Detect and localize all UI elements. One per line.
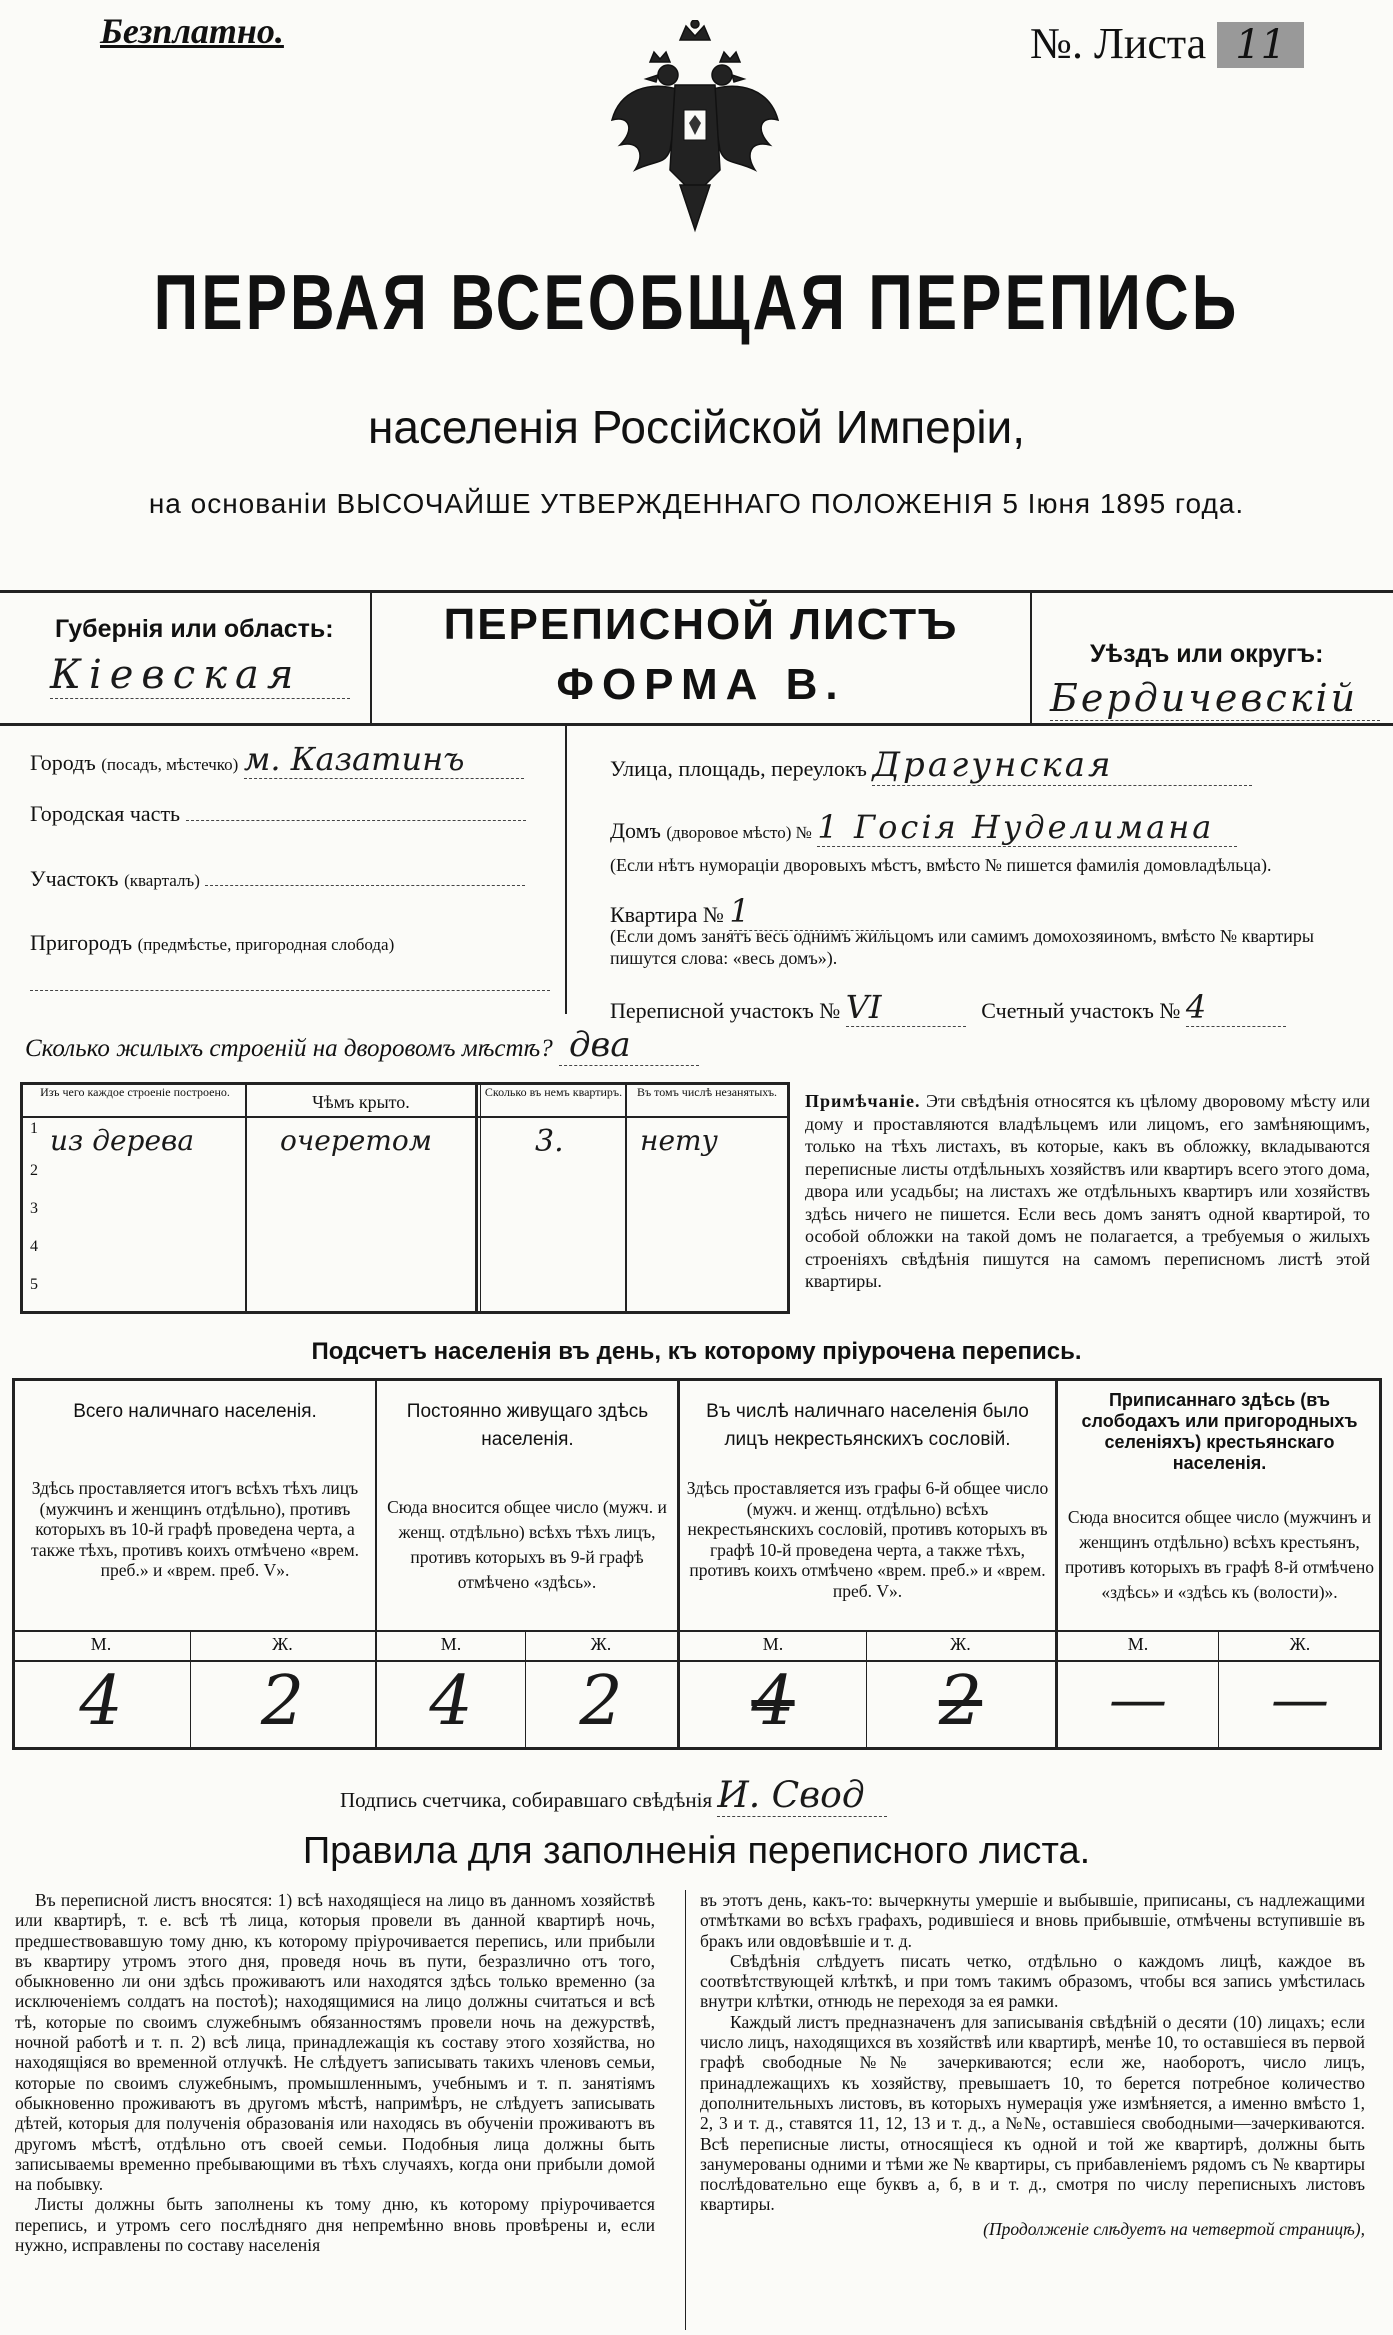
city-note: (посадъ, мѣстечко) bbox=[101, 755, 239, 774]
col-roof-header: Чѣмъ крыто. bbox=[312, 1092, 410, 1112]
row-number: 4 bbox=[30, 1238, 38, 1255]
count-col3-desc: Здѣсь проставляется изъ графы 6-й общее число (мужч. и женщ. отдѣльно) всѣхъ некрестьянскихъ сословій, противъ которыхъ въ графѣ 10-й проведена черта, а также тѣхъ, противъ коихъ отмѣчено «врем. преб.» и «врем. преб. V». bbox=[686, 1478, 1049, 1601]
row-roof: очеретом bbox=[280, 1124, 432, 1157]
row-vacant: нету bbox=[640, 1124, 718, 1157]
signature-field bbox=[340, 1775, 887, 1817]
row-number: 1 bbox=[30, 1120, 38, 1137]
city-part-label: Городская часть bbox=[30, 801, 181, 826]
count-col2-head: Постоянно живущаго здѣсь населенія. bbox=[406, 1401, 649, 1450]
count-title: Подсчетъ населенія въ день, къ которому пріурочена перепись. bbox=[311, 1338, 1082, 1365]
table-row bbox=[30, 1276, 780, 1306]
sheet-label: №. Листа bbox=[1030, 19, 1207, 68]
subtitle: населенія Россійской Имперіи, bbox=[367, 401, 1026, 453]
rules-right-paragraph-2: Свѣдѣнія слѣдуетъ писать четко, отдѣльно о каждомъ лицѣ, каждое въ соотвѣтствующей клѣткѣ, и при томъ такимъ образомъ, чтобы вся запись умѣстилась внутри клѣтки, отнюдь не переходя за ея рамки. bbox=[700, 1950, 1365, 2012]
col4-f-label: Ж. bbox=[1289, 1634, 1311, 1654]
note-block bbox=[805, 1090, 1370, 1293]
col-material-header: Изъ чего каждое строеніе построено. bbox=[40, 1085, 230, 1099]
header-divider-right bbox=[1030, 593, 1032, 723]
house-value: 1 Госія Нуделимана bbox=[817, 808, 1237, 847]
house-field bbox=[610, 808, 1237, 847]
rules-title: Правила для заполненія переписного листа. bbox=[302, 1830, 1091, 1872]
street-field bbox=[610, 745, 1252, 786]
count-col2-desc: Сюда вносится общее число (мужч. и женщ. отдѣльно) всѣхъ тѣхъ лицъ, противъ которыхъ въ 9-й графѣ отмѣчено «здѣсь». bbox=[387, 1497, 667, 1592]
col2-f-value: 2 bbox=[579, 1662, 623, 1741]
district-label: Уѣздъ или округъ: bbox=[1090, 640, 1324, 668]
rules-left-paragraph-1: Въ переписной листъ вносятся: 1) всѣ находящіеся на лицо въ данномъ хозяйствѣ или квартирѣ, т. е. всѣ тѣ лица, которыя провели въ данной квартирѣ ночь, предшествовавшую тому дню, къ которому пріурочивается перепись, или прибыли въ квартиру утромъ этого дня, проведя ночь въ пути, безразлично отъ того, обыкновенно ли они здѣсь проживаютъ или находятся здѣсь только временно (за исключеніемъ солдатъ на постоѣ); находящимися на лицо должны считаться и всѣ тѣ, которые по своимъ служебнымъ обязанностямъ провели ночь на дежурствѣ, ночной работѣ и т. п. 2) всѣ лица, принадлежащія къ составу этого хозяйства, но находящіяся во временной отлучкѣ. Не слѣдуетъ записывать такихъ членовъ семьи, которые по своимъ служебнымъ, промышленнымъ, учебнымъ и т. п. занятіямъ обыкновенно проживаютъ въ другомъ мѣстѣ, напримѣръ, не слѣдуетъ записывать дѣтей, которыя для полученія образованія или находясь въ обученіи проживаютъ въ другомъ мѣстѣ, отдѣльно отъ своей семьи. Подобныя лица должны быть записываемы временно пребывающими въ тѣхъ случаяхъ, когда они прибыли домой на побывку. bbox=[15, 1890, 655, 2195]
row-material: из дерева bbox=[50, 1124, 195, 1157]
col2-f-label: Ж. bbox=[590, 1634, 612, 1654]
street-label: Улица, площадь, переулокъ bbox=[610, 756, 867, 781]
header-bottom-rule bbox=[0, 723, 1393, 726]
census-district-value: VI bbox=[846, 988, 966, 1027]
quarter-note: (кварталъ) bbox=[124, 871, 200, 890]
form-subtitle: ФОРМА В. bbox=[556, 660, 846, 709]
row-number: 3 bbox=[30, 1200, 38, 1217]
rules-continued-note: (Продолженіе слѣдуетъ на четвертой страницѣ), bbox=[983, 2218, 1365, 2239]
bt-header-rule bbox=[20, 1116, 790, 1118]
count-district-value: 4 bbox=[1186, 988, 1286, 1027]
suburb-field bbox=[30, 930, 394, 956]
quarter-label: Участокъ bbox=[30, 866, 119, 891]
signature-label: Подпись счетчика, собиравшаго свѣдѣнія bbox=[340, 1788, 713, 1812]
street-value: Драгунская bbox=[872, 745, 1252, 786]
rules-right-column bbox=[700, 1890, 1365, 2239]
province-label: Губернія или область: bbox=[55, 615, 334, 643]
col3-m-label: М. bbox=[762, 1634, 784, 1654]
col1-m-label: М. bbox=[90, 1634, 112, 1654]
address-divider bbox=[565, 726, 567, 1014]
row-apartments: 3. bbox=[535, 1124, 564, 1159]
col3-f-label: Ж. bbox=[950, 1634, 971, 1654]
col4-m-label: М. bbox=[1127, 1634, 1149, 1654]
count-col4-desc: Сюда вносится общее число (мужчинъ и женщинъ отдѣльно) всѣхъ крестьянъ, противъ которыхъ въ графѣ 8-й отмѣчено «здѣсь» и «здѣсь къ (волости)». bbox=[1064, 1507, 1375, 1602]
col2-m-label: М. bbox=[440, 1634, 462, 1654]
city-field bbox=[30, 740, 524, 779]
top-rule bbox=[0, 590, 1393, 593]
city-label: Городъ bbox=[30, 750, 96, 775]
house-note: (дворовое мѣсто) № bbox=[666, 823, 812, 842]
sheet-number: 11 bbox=[1217, 22, 1304, 68]
apartment-label: Квартира № bbox=[610, 902, 724, 927]
rules-right-paragraph-3: Каждый листъ предназначенъ для записыванія свѣдѣній о десяти (10) лицахъ; если число лицъ, находящихся въ хозяйствѣ или квартирѣ, менѣе 10, то оставшіеся въ первой графѣ свободные №№ зачеркиваются; если же, наоборотъ, число лицъ, принадлежащихъ къ хозяйству, превышаетъ 10, то берется потребное количество дополнительныхъ листовъ, въ которыхъ нумерація уже измѣняется, а именно вмѣсто 1, 2, 3 и т. д., ставятся 11, 12, 13 и т. д., а №№, оставшіеся свободными—зачеркиваются. Всѣ переписные листы, относящіеся къ одной и той же квартирѣ, должны быть занумерованы одними и тѣми же № квартиры, съ прибавленіемъ рядомъ съ № квартиры послѣдовательно еще буквъ а, б, в и т. д., смотря по числу переписныхъ листовъ квартиры. bbox=[700, 2011, 1365, 2215]
ct-mf-rule bbox=[12, 1630, 1382, 1632]
count-district-label: Счетный участокъ № bbox=[981, 998, 1181, 1023]
table-row bbox=[30, 1200, 780, 1230]
city-value: м. Казатинъ bbox=[244, 740, 524, 779]
districts-field bbox=[610, 988, 1286, 1027]
city-part-field bbox=[30, 800, 526, 827]
col1-f-value: 2 bbox=[260, 1662, 305, 1741]
col-apartments-header: Сколько въ немъ квартиръ. bbox=[484, 1085, 623, 1099]
sheet-number-label bbox=[1030, 18, 1304, 69]
imperial-eagle-emblem bbox=[610, 20, 780, 235]
table-row bbox=[30, 1162, 780, 1192]
col2-m-value: 4 bbox=[429, 1662, 473, 1741]
apartment-hint: (Если домъ занятъ весь однимъ жильцомъ или самимъ домохозяиномъ, вмѣсто № квартиры пишутся слова: «весь домъ»). bbox=[610, 926, 1314, 968]
table-row bbox=[30, 1238, 780, 1268]
signature-value: И. Свод bbox=[717, 1775, 887, 1817]
basis-line: на основаніи ВЫСОЧАЙШЕ УТВЕРЖДЕННАГО ПОЛОЖЕНІЯ 5 Іюня 1895 года. bbox=[148, 488, 1245, 519]
quarter-field bbox=[30, 865, 525, 892]
col4-f-value: — bbox=[1271, 1665, 1329, 1733]
buildings-question-label: Сколько жилыхъ строеній на дворовомъ мѣстѣ? bbox=[25, 1035, 553, 1062]
apartment-value: 1 bbox=[729, 892, 889, 931]
province-value: Кіевская bbox=[50, 652, 350, 699]
house-label: Домъ bbox=[610, 818, 661, 843]
count-col1-desc: Здѣсь проставляется итогъ всѣхъ тѣхъ лицъ (мужчинъ и женщинъ отдѣльно), противъ которыхъ въ 10-й графѣ проведена черта, а также тѣхъ, противъ коихъ отмѣчено «врем. преб.» и «врем. преб. V». bbox=[30, 1478, 360, 1580]
suburb-line bbox=[30, 990, 550, 991]
col1-f-label: Ж. bbox=[272, 1634, 293, 1654]
suburb-note: (предмѣстье, пригородная слобода) bbox=[137, 935, 395, 954]
table-row bbox=[30, 1120, 780, 1158]
city-part-value bbox=[186, 800, 526, 821]
note-title: Примѣчаніе. bbox=[805, 1091, 921, 1111]
col3-f-value: 2 bbox=[938, 1662, 983, 1741]
rules-right-paragraph-1: въ этотъ день, какъ-то: вычеркнуты умершіе и выбывшіе, приписаны, съ надлежащими отмѣтками во всѣхъ графахъ, родившіеся и вновь прибывшіе, отмѣчены вступившіе въ бракъ или овдовѣвшіе и т. д. bbox=[700, 1890, 1365, 1951]
count-col3-head: Въ числѣ наличнаго населенія было лицъ некрестьянскихъ сословій. bbox=[706, 1401, 1029, 1450]
rules-left-column bbox=[15, 1890, 655, 2255]
main-title: ПЕРВАЯ ВСЕОБЩАЯ ПЕРЕПИСЬ bbox=[153, 260, 1240, 347]
rules-column-divider bbox=[685, 1890, 686, 2330]
count-col4-head: Приписаннаго здѣсь (въ слободахъ или пригородныхъ селеніяхъ) крестьянскаго населенія. bbox=[1081, 1390, 1358, 1473]
count-col1-head: Всего наличнаго населенія. bbox=[73, 1401, 317, 1422]
col3-m-value: 4 bbox=[751, 1662, 795, 1741]
row-number: 5 bbox=[30, 1276, 38, 1293]
suburb-label: Пригородъ bbox=[30, 930, 133, 955]
buildings-question bbox=[25, 1025, 699, 1066]
house-hint: (Если нѣтъ нумораціи дворовыхъ мѣстъ, вмѣсто № пишется фамилія домовладѣльца). bbox=[610, 855, 1272, 875]
col1-m-value: 4 bbox=[79, 1662, 123, 1741]
note-text: Эти свѣдѣнія относятся къ цѣлому дворовому мѣсту или дому и проставляются владѣльцемъ или лицомъ, его замѣняющимъ, только на тѣхъ листахъ, въ которые, какъ въ обложку, вкладываются переписные листы отдѣльныхъ хозяйствъ или квартиръ всего этого дома, двора или усадьбы; на листахъ же отдѣльныхъ квартиръ или хозяйствъ здѣсь ничего не пишется. Если весь домъ занятъ одной квартирой, то особой обложки на такой домъ не полагается, а требуемыя о жилыхъ строеніяхъ свѣдѣнія пишутся на самомъ переписномъ листѣ этой квартиры. bbox=[805, 1091, 1370, 1291]
col4-m-value: — bbox=[1109, 1665, 1167, 1733]
district-value: Бердичевскій bbox=[1050, 676, 1380, 721]
col-vacant-header: Въ томъ числѣ незанятыхъ. bbox=[636, 1085, 778, 1099]
rules-left-paragraph-2: Листы должны быть заполнены къ тому дню, къ которому пріурочивается перепись, и утромъ сего послѣдняго дня непремѣнно вновь провѣрены и, если нужно, исправлены по составу населенія bbox=[15, 2194, 655, 2256]
census-district-label: Переписной участокъ № bbox=[610, 998, 841, 1023]
form-title: ПЕРЕПИСНОЙ ЛИСТЪ bbox=[443, 600, 959, 649]
row-number: 2 bbox=[30, 1162, 38, 1179]
buildings-answer: два bbox=[559, 1025, 699, 1066]
free-label: Безплатно. bbox=[100, 11, 284, 51]
quarter-value bbox=[205, 865, 525, 886]
